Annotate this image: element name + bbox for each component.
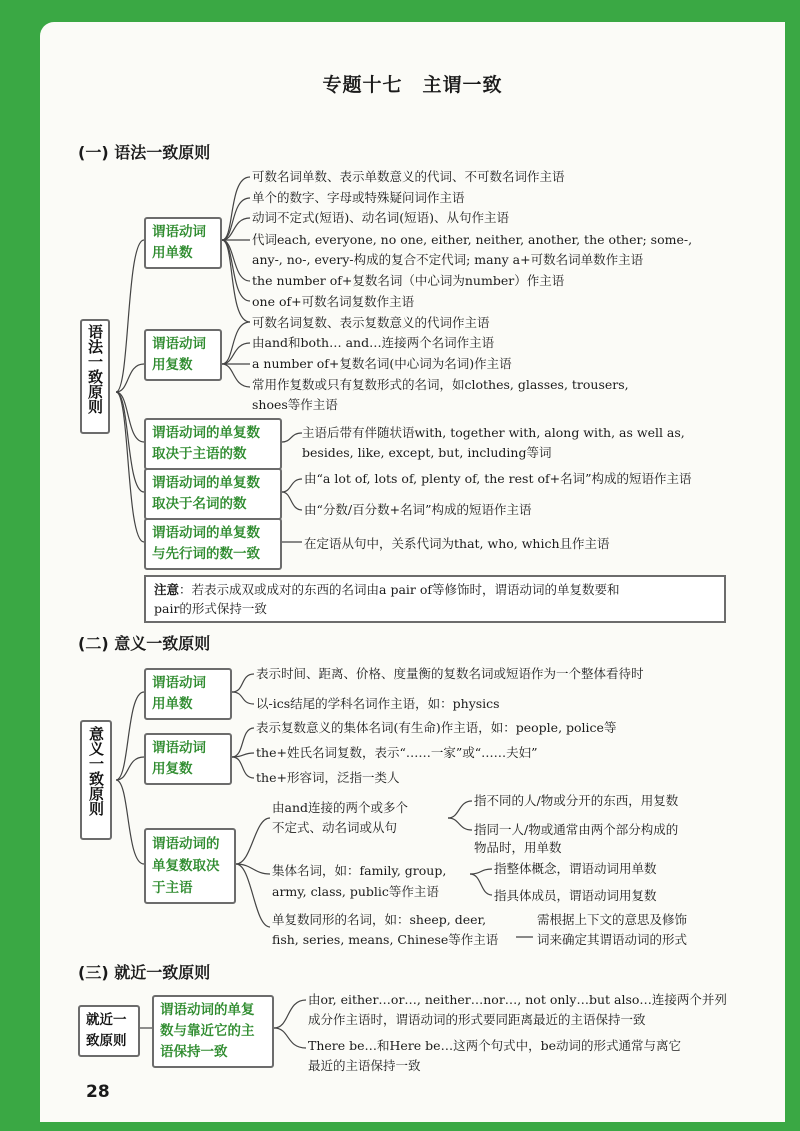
section-1-root-label: 语法一致原则	[86, 324, 104, 414]
s1-b1-item: 可数名词单数、表示单数意义的代词、不可数名词作主语	[252, 169, 565, 184]
mind-map-connector-lines	[40, 22, 785, 1122]
s2-g2-text: 集体名词，如：family, group,	[272, 863, 447, 878]
s1-b4-item: 由“a lot of, lots of, plenty of, the rest of+名词”构成的短语作主语	[304, 471, 692, 486]
section-3-root-line2: 致原则	[86, 1033, 127, 1049]
s1-b1-item: 代词each, everyone, no one, either, neither, another, the other; some-,	[252, 232, 693, 247]
s1-b2-item: 常用作复数或只有复数形式的名词，如clothes, glasses, trousers,	[252, 377, 629, 392]
s2-b1-item: 以-ics结尾的学科名词作主语，如：physics	[256, 696, 500, 711]
s2-b1-item: 表示时间、距离、价格、度量衡的复数名词或短语作为一个整体看待时	[256, 666, 644, 681]
s3-label-line1: 谓语动词的单复	[160, 1002, 255, 1018]
section-3-heading: (三) 就近一致原则	[78, 963, 211, 982]
s1-b2-item: 由and和both… and…连接两个名词作主语	[252, 335, 495, 350]
section-2-heading: (二) 意义一致原则	[78, 634, 211, 653]
note-text-line1: ：若表示成双或成对的东西的名词由a pair of等修饰时，谓语动词的单复数要和	[179, 582, 620, 597]
page-title: 专题十七 主谓一致	[322, 74, 503, 96]
s1-b2-item: 可数名词复数、表示复数意义的代词作主语	[252, 315, 490, 330]
section-3-root	[78, 1005, 140, 1057]
s1-b1-item: one of+可数名词复数作主语	[252, 294, 415, 309]
s2-g1-sub: 指不同的人/物或分开的东西，用复数	[474, 793, 679, 808]
s2-b1-label-line1: 谓语动词	[152, 675, 206, 691]
s1-b3-item: 主语后带有伴随状语with, together with, along with, as well as,	[302, 425, 685, 440]
s1-b2-item: a number of+复数名词(中心词为名词)作主语	[252, 356, 512, 371]
section-1-heading: (一) 语法一致原则	[78, 143, 211, 162]
s1-b1-item: 单个的数字、字母或特殊疑问词作主语	[252, 190, 465, 205]
note-prefix: 注意	[154, 582, 180, 597]
s2-g1-sub: 指同一人/物或通常由两个部分构成的	[474, 822, 679, 837]
s3-item: 最近的主语保持一致	[308, 1058, 421, 1073]
s1-b1-item: 动词不定式(短语)、动名词(短语)、从句作主语	[252, 210, 510, 225]
s2-b2-item: 表示复数意义的集体名词(有生命)作主语，如：people, police等	[256, 720, 617, 735]
s1-branch-plural-line2: 用复数	[152, 357, 193, 373]
s2-b2-item: the+姓氏名词复数，表示“……一家”或“……夫妇”	[256, 745, 538, 760]
s2-branch-plural	[144, 733, 232, 785]
section-1-root	[80, 319, 110, 434]
s3-branch-proximity	[152, 995, 274, 1068]
section-2-root-label: 意义一致原则	[87, 726, 105, 816]
s2-b3-label-line3: 于主语	[152, 880, 193, 896]
s2-g1-text: 由and连接的两个或多个	[272, 800, 409, 815]
s2-g3-sub: 需根据上下文的意思及修饰	[537, 912, 688, 927]
s1-branch-noun-number	[144, 468, 282, 520]
s1-b5-item: 在定语从句中，关系代词为that, who, which且作主语	[304, 536, 610, 551]
s1-b3-label-line2: 取决于主语的数	[152, 446, 247, 462]
s2-b1-label-line2: 用单数	[152, 696, 193, 712]
s1-branch-singular-line2: 用单数	[152, 245, 193, 261]
s1-b3-label-line1: 谓语动词的单复数	[152, 425, 260, 441]
s2-branch-singular	[144, 668, 232, 720]
s2-b3-label-line2: 单复数取决	[152, 858, 220, 874]
s3-item: There be…和Here be…这两个句式中，be动词的形式通常与离它	[308, 1038, 681, 1053]
s1-branch-singular-line1: 谓语动词	[152, 224, 206, 240]
s3-item: 由or, either…or…, neither…nor…, not only…but also…连接两个并列	[308, 992, 727, 1007]
s2-b2-label-line1: 谓语动词	[152, 740, 206, 756]
s2-g3-text: 单复数同形的名词，如：sheep, deer,	[272, 912, 487, 927]
s1-branch-subject-number	[144, 418, 282, 470]
s2-g2-text: army, class, public等作主语	[272, 884, 439, 899]
section-3-root-line1: 就近一	[86, 1012, 127, 1028]
s1-note-box	[144, 575, 726, 623]
page-number: 28	[86, 1082, 110, 1102]
s2-g2-sub: 指具体成员，谓语动词用复数	[494, 888, 657, 903]
s2-b2-label-line2: 用复数	[152, 761, 193, 777]
page-sheet	[40, 22, 785, 1122]
s1-branch-plural-line1: 谓语动词	[152, 336, 206, 352]
s1-b1-item: any-, no-, every-构成的复合不定代词; many a+可数名词单数作主语	[252, 252, 644, 267]
s2-g3-sub: 词来确定其谓语动词的形式	[537, 932, 688, 947]
s1-branch-plural	[144, 329, 222, 381]
s2-g1-text: 不定式、动名词或从句	[272, 820, 398, 835]
s1-b4-label-line1: 谓语动词的单复数	[152, 475, 260, 491]
s2-b2-item: the+形容词，泛指一类人	[256, 770, 400, 785]
note-text-line2: pair的形式保持一致	[154, 601, 267, 616]
s2-g3-text: fish, series, means, Chinese等作主语	[272, 932, 499, 947]
s1-b4-label-line2: 取决于名词的数	[152, 496, 247, 512]
s2-g2-sub: 指整体概念，谓语动词用单数	[494, 861, 657, 876]
s3-label-line3: 语保持一致	[160, 1044, 228, 1060]
s2-b3-label-line1: 谓语动词的	[152, 836, 220, 852]
s1-b5-label-line1: 谓语动词的单复数	[152, 525, 260, 541]
s3-label-line2: 数与靠近它的主	[160, 1023, 255, 1039]
s2-g1-sub: 物品时，用单数	[474, 840, 562, 855]
section-2-root	[80, 720, 112, 840]
s1-b5-label-line2: 与先行词的数一致	[152, 546, 260, 562]
s2-branch-depends-subject	[144, 828, 236, 904]
s1-b4-item: 由“分数/百分数+名词”构成的短语作主语	[304, 502, 532, 517]
s3-item: 成分作主语时，谓语动词的形式要同距离最近的主语保持一致	[308, 1012, 646, 1027]
s1-b1-item: the number of+复数名词（中心词为number）作主语	[252, 273, 565, 288]
s1-branch-antecedent	[144, 518, 282, 570]
s1-branch-singular	[144, 217, 222, 269]
s1-b3-item: besides, like, except, but, including等词	[302, 445, 552, 460]
s1-b2-item: shoes等作主语	[252, 397, 338, 412]
